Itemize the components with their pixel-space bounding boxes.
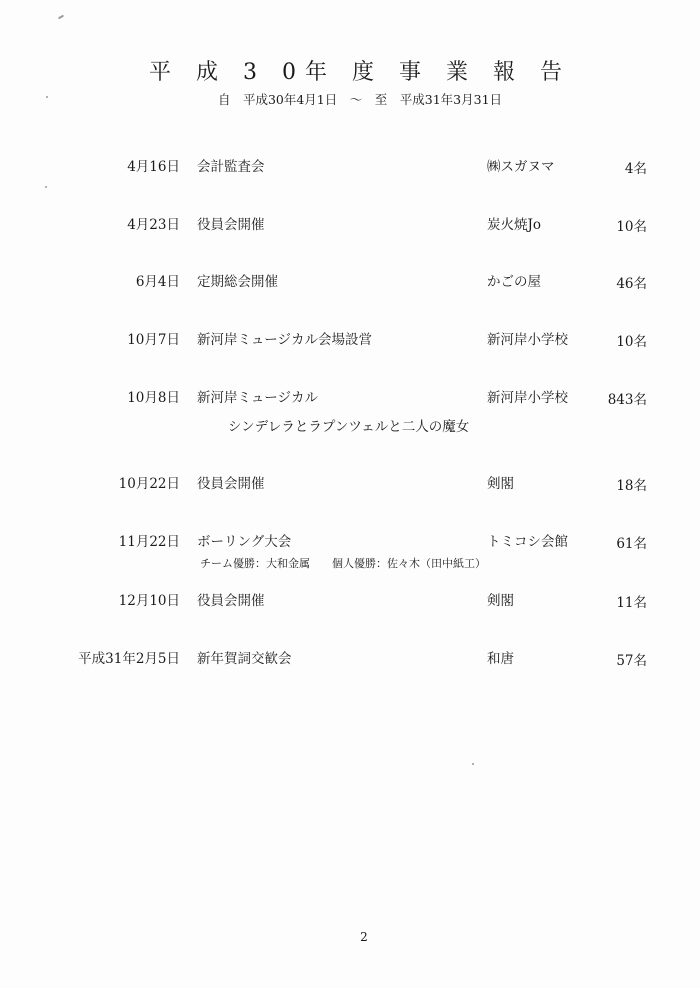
event-date: 10月8日 (127, 390, 180, 406)
event-date: 4月16日 (127, 159, 180, 175)
page-number: 2 (360, 930, 368, 944)
event-date: 6月4日 (135, 274, 180, 290)
event-attendance: 10名 (616, 334, 647, 350)
event-row (0, 530, 700, 552)
musical-subtitle: シンデレラとラプンツェルと二人の魔女 (228, 419, 470, 435)
event-attendance: 10名 (616, 219, 647, 235)
event-name: ボーリング大会 (197, 534, 292, 550)
event-date: 平成31年2月5日 (78, 651, 180, 667)
event-date: 11月22日 (118, 534, 180, 550)
event-venue: 新河岸小学校 (487, 390, 568, 406)
event-date: 10月22日 (118, 476, 180, 492)
event-date: 12月10日 (118, 593, 180, 609)
scan-speck (45, 186, 47, 188)
event-row (0, 647, 700, 669)
scan-speck (472, 763, 474, 765)
event-row (0, 328, 700, 350)
event-attendance: 18名 (616, 478, 647, 494)
event-name: 役員会開催 (197, 593, 265, 609)
event-attendance: 57名 (616, 653, 647, 669)
event-name: 新年賀詞交歓会 (197, 651, 292, 667)
event-row (0, 155, 700, 177)
report-title: 平 成 3 0年 度 事 業 報 告 (149, 60, 571, 85)
event-attendance: 46名 (616, 276, 647, 292)
event-venue: 剣閣 (487, 476, 514, 492)
scan-speck (58, 15, 64, 20)
event-date: 10月7日 (127, 332, 180, 348)
event-date: 4月23日 (127, 217, 180, 233)
event-venue: 炭火焼Jo (487, 217, 542, 233)
event-name: 新河岸ミュージカル (197, 390, 318, 406)
bowling-results-note: チーム優勝：大和金属 個人優勝：佐々木（田中紙工） (200, 557, 486, 570)
event-name: 定期総会開催 (197, 274, 278, 290)
event-row (0, 270, 700, 292)
event-venue: かごの屋 (487, 274, 541, 290)
event-venue: ㈱スガヌマ (487, 159, 555, 175)
event-attendance: 843名 (607, 392, 647, 408)
event-venue: 剣閣 (487, 593, 514, 609)
event-venue: 和唐 (487, 651, 514, 667)
report-period: 自 平成30年4月1日 ～ 至 平成31年3月31日 (217, 92, 503, 107)
event-row (0, 213, 700, 235)
event-row (0, 472, 700, 494)
event-row (0, 589, 700, 611)
event-attendance: 61名 (616, 536, 647, 552)
event-venue: 新河岸小学校 (487, 332, 568, 348)
event-venue: トミコシ会館 (487, 534, 568, 550)
event-name: 役員会開催 (197, 476, 265, 492)
event-name: 会計監査会 (197, 159, 265, 175)
event-attendance: 11名 (616, 595, 647, 611)
event-name: 新河岸ミュージカル会場設営 (197, 332, 372, 348)
event-attendance: 4名 (624, 161, 647, 177)
event-row (0, 386, 700, 408)
event-name: 役員会開催 (197, 217, 265, 233)
